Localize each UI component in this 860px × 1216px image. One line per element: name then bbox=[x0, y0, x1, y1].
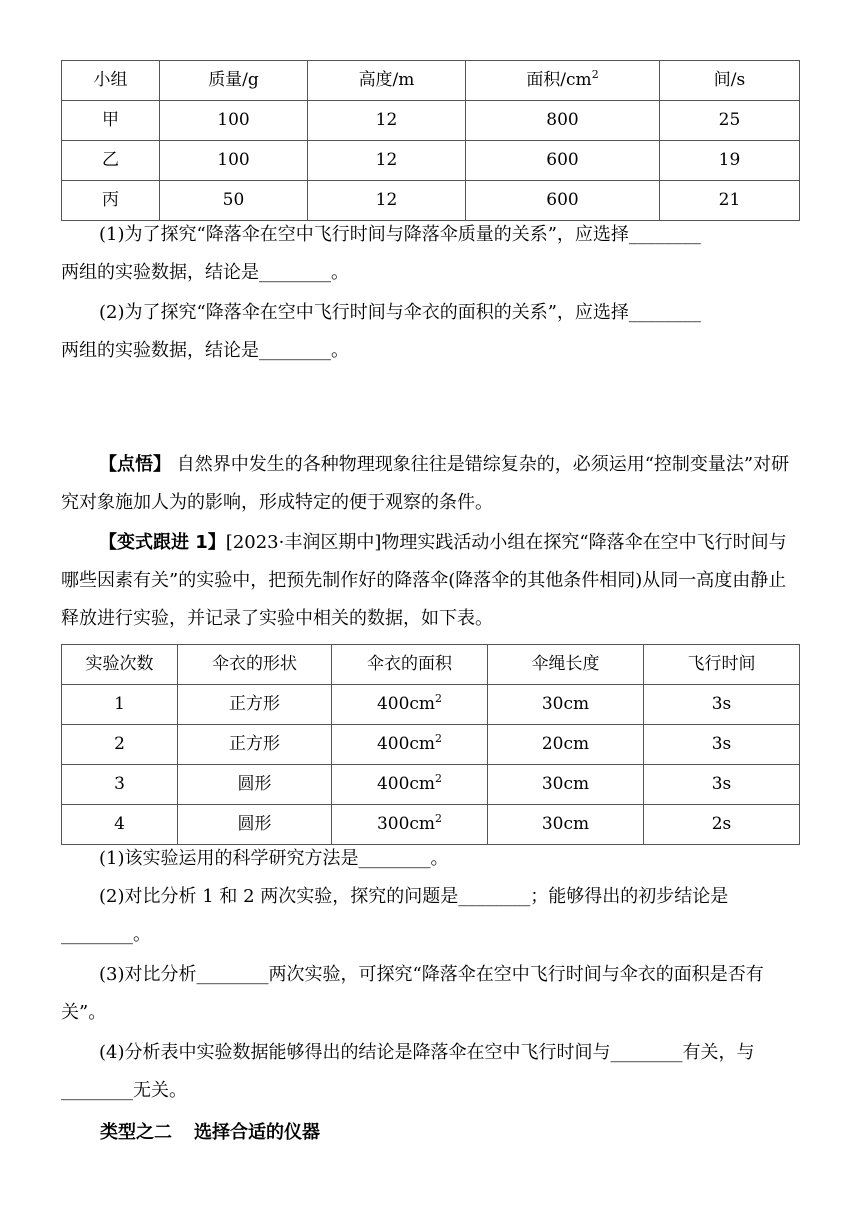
table-cell: 正方形 bbox=[178, 685, 332, 725]
parachute-data-table bbox=[61, 60, 800, 221]
table-cell: $400cm^2$ bbox=[332, 765, 488, 805]
tip-paragraph bbox=[61, 446, 799, 522]
header-cell: 伞衣的形状 bbox=[178, 645, 332, 685]
table-cell: 3s bbox=[644, 765, 800, 805]
header-cell: 高度/m bbox=[308, 61, 466, 101]
table-cell: $300cm^2$ bbox=[332, 805, 488, 845]
table-cell: 19 bbox=[660, 141, 800, 181]
table-cell: 3 bbox=[62, 765, 178, 805]
table-cell: 25 bbox=[660, 101, 800, 141]
table-cell: 圆形 bbox=[178, 805, 332, 845]
table-cell: 3s bbox=[644, 685, 800, 725]
table-row bbox=[62, 685, 800, 725]
header-cell: 小组 bbox=[62, 61, 160, 101]
table-cell: 21 bbox=[660, 181, 800, 221]
table-cell: 3s bbox=[644, 725, 800, 765]
table-cell: 30cm bbox=[488, 685, 644, 725]
table-header-row bbox=[62, 645, 800, 685]
sub-question-1: (1)该实验运用的科学研究方法是________。 bbox=[99, 848, 449, 869]
table-cell: 12 bbox=[308, 181, 466, 221]
table-row bbox=[62, 141, 800, 181]
variant-label: 【变式跟进 1】 bbox=[99, 532, 226, 553]
variant-text: [2023·丰润区期中]物理实践活动小组在探究“降落伞在空中飞行时间与哪些因素有关”的实验中，把预先制作好的降落伞(降落伞的其他条件相同)从同一高度由静止释放进行实验，并记录了实验中相关的数据，如下表。 bbox=[61, 532, 787, 629]
table-cell: 30cm bbox=[488, 805, 644, 845]
table-cell: 甲 bbox=[62, 101, 160, 141]
table-header-row bbox=[62, 61, 800, 101]
experiment-table bbox=[61, 644, 800, 845]
question-2-continued: 两组的实验数据，结论是________。 bbox=[61, 340, 349, 361]
header-cell: 实验次数 bbox=[62, 645, 178, 685]
table-cell: 800 bbox=[466, 101, 660, 141]
sub-question-2: (2)对比分析 1 和 2 两次实验，探究的问题是________；能够得出的初步结论是________。 bbox=[61, 886, 729, 945]
table-cell: 正方形 bbox=[178, 725, 332, 765]
header-cell: 质量/g bbox=[160, 61, 308, 101]
section-type: 类型之二 bbox=[100, 1122, 172, 1143]
section-title: 选择合适的仪器 bbox=[194, 1122, 320, 1143]
header-cell: 伞衣的面积 bbox=[332, 645, 488, 685]
question-2: (2)为了探究“降落伞在空中飞行时间与伞衣的面积的关系”，应选择________ bbox=[99, 302, 701, 323]
sub-question-4: (4)分析表中实验数据能够得出的结论是降落伞在空中飞行时间与________有关，与________无关。 bbox=[61, 1042, 755, 1101]
table-cell: $400cm^2$ bbox=[332, 725, 488, 765]
table-cell: 1 bbox=[62, 685, 178, 725]
header-cell: 间/s bbox=[660, 61, 800, 101]
table-cell: 2 bbox=[62, 725, 178, 765]
table-cell: 50 bbox=[160, 181, 308, 221]
table-cell: 乙 bbox=[62, 141, 160, 181]
table-cell: 20cm bbox=[488, 725, 644, 765]
question-1: (1)为了探究“降落伞在空中飞行时间与降落伞质量的关系”，应选择________ bbox=[99, 224, 701, 245]
table-cell: $400cm^2$ bbox=[332, 685, 488, 725]
table-row bbox=[62, 101, 800, 141]
sub-question-3: (3)对比分析________两次实验，可探究“降落伞在空中飞行时间与伞衣的面积是否有关”。 bbox=[61, 964, 764, 1023]
header-cell: 飞行时间 bbox=[644, 645, 800, 685]
tip-label: 【点悟】 bbox=[99, 454, 171, 475]
table-cell: 600 bbox=[466, 181, 660, 221]
table-row bbox=[62, 725, 800, 765]
table-cell: 600 bbox=[466, 141, 660, 181]
header-cell: 面积$/cm^2$ bbox=[466, 61, 660, 101]
variant-paragraph bbox=[61, 524, 799, 638]
table-cell: 2s bbox=[644, 805, 800, 845]
table-row bbox=[62, 805, 800, 845]
table-cell: 12 bbox=[308, 141, 466, 181]
table-row bbox=[62, 181, 800, 221]
table-row bbox=[62, 765, 800, 805]
question-1-continued: 两组的实验数据，结论是________。 bbox=[61, 262, 349, 283]
section-heading bbox=[100, 1118, 320, 1144]
table-cell: 丙 bbox=[62, 181, 160, 221]
table-cell: 30cm bbox=[488, 765, 644, 805]
table-cell: 4 bbox=[62, 805, 178, 845]
table-cell: 100 bbox=[160, 141, 308, 181]
table-cell: 12 bbox=[308, 101, 466, 141]
table-cell: 100 bbox=[160, 101, 308, 141]
table-cell: 圆形 bbox=[178, 765, 332, 805]
header-cell: 伞绳长度 bbox=[488, 645, 644, 685]
tip-text: 自然界中发生的各种物理现象往往是错综复杂的，必须运用“控制变量法”对研究对象施加人为的影响，形成特定的便于观察的条件。 bbox=[61, 454, 790, 513]
